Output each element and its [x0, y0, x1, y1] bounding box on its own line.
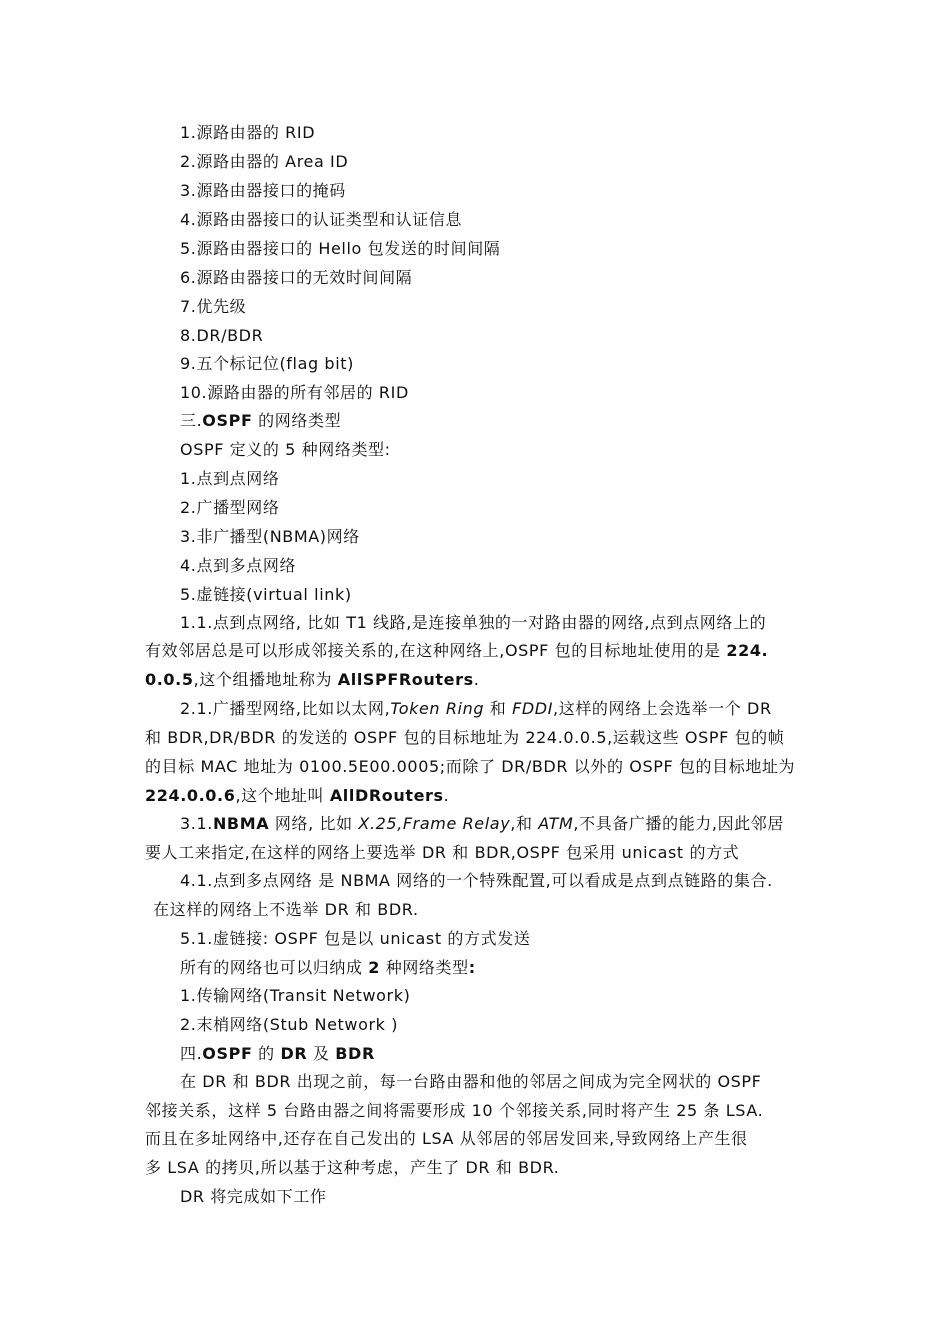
list-item: 2.末梢网络(Stub Network ) [180, 1015, 399, 1034]
paragraph-line: 而且在多址网络中,还存在自己发出的 LSA 从邻居的邻居发回来,导致网络上产生很 [145, 1129, 748, 1148]
list-item: 2.广播型网络 [180, 498, 280, 517]
paragraph-line: 要人工来指定,在这样的网络上要选举 DR 和 BDR,OSPF 包采用 unicast 的方式 [145, 843, 740, 862]
paragraph-line: 4.1.点到多点网络 是 NBMA 网络的一个特殊配置,可以看成是点到点链路的集合. [180, 871, 773, 890]
list-item: 8.DR/BDR [180, 326, 264, 345]
list-item: 5.源路由器接口的 Hello 包发送的时间间隔 [180, 239, 501, 258]
paragraph-line: 0.0.5,这个组播地址称为 AllSPFRouters. [145, 670, 480, 689]
list-item: 9.五个标记位(flag bit) [180, 354, 354, 373]
list-item: 4.源路由器接口的认证类型和认证信息 [180, 210, 463, 229]
list-item: 5.虚链接(virtual link) [180, 585, 352, 604]
list-item: 10.源路由器的所有邻居的 RID [180, 383, 409, 402]
list-item: 2.源路由器的 Area ID [180, 152, 349, 171]
section-heading: 三.OSPF 的网络类型 [180, 411, 342, 430]
paragraph-line: 在 DR 和 BDR 出现之前，每一台路由器和他的邻居之间成为完全网状的 OSPF [180, 1072, 762, 1091]
list-item: 1.传输网络(Transit Network) [180, 986, 411, 1005]
list-item: 3.非广播型(NBMA)网络 [180, 527, 360, 546]
paragraph-line: 的目标 MAC 地址为 0100.5E00.0005;而除了 DR/BDR 以外的 OSPF 包的目标地址为 [145, 757, 796, 776]
paragraph: OSPF 定义的 5 种网络类型: [180, 440, 391, 459]
paragraph-line: 3.1.NBMA 网络, 比如 X.25,Frame Relay,和 ATM,不具备广播的能力,因此邻居 [180, 814, 784, 833]
list-item: 1.源路由器的 RID [180, 123, 316, 142]
list-item: 7.优先级 [180, 297, 247, 316]
paragraph-line: 所有的网络也可以归纳成 2 种网络类型: [180, 958, 476, 977]
paragraph-line: DR 将完成如下工作 [180, 1187, 327, 1206]
paragraph-line: 1.1.点到点网络, 比如 T1 线路,是连接单独的一对路由器的网络,点到点网络上的 [180, 613, 767, 632]
paragraph-line: 2.1.广播型网络,比如以太网,Token Ring 和 FDDI,这样的网络上会选举一个 DR [180, 699, 772, 718]
paragraph-line: 有效邻居总是可以形成邻接关系的,在这种网络上,OSPF 包的目标地址使用的是 224. [145, 641, 769, 660]
paragraph-line: 多 LSA 的拷贝,所以基于这种考虑，产生了 DR 和 BDR. [145, 1158, 560, 1177]
paragraph-line: 邻接关系，这样 5 台路由器之间将需要形成 10 个邻接关系,同时将产生 25 条 LSA. [145, 1101, 764, 1120]
section-heading: 四.OSPF 的 DR 及 BDR [180, 1044, 375, 1063]
list-item: 4.点到多点网络 [180, 556, 297, 575]
list-item: 6.源路由器接口的无效时间间隔 [180, 268, 413, 287]
list-item: 1.点到点网络 [180, 469, 280, 488]
paragraph-line: 在这样的网络上不选举 DR 和 BDR. [153, 900, 419, 919]
paragraph-line: 和 BDR,DR/BDR 的发送的 OSPF 包的目标地址为 224.0.0.5,运载这些 OSPF 包的帧 [145, 728, 785, 747]
paragraph-line: 5.1.虚链接: OSPF 包是以 unicast 的方式发送 [180, 929, 531, 948]
list-item: 3.源路由器接口的掩码 [180, 181, 346, 200]
paragraph-line: 224.0.0.6,这个地址叫 AllDRouters. [145, 786, 450, 805]
